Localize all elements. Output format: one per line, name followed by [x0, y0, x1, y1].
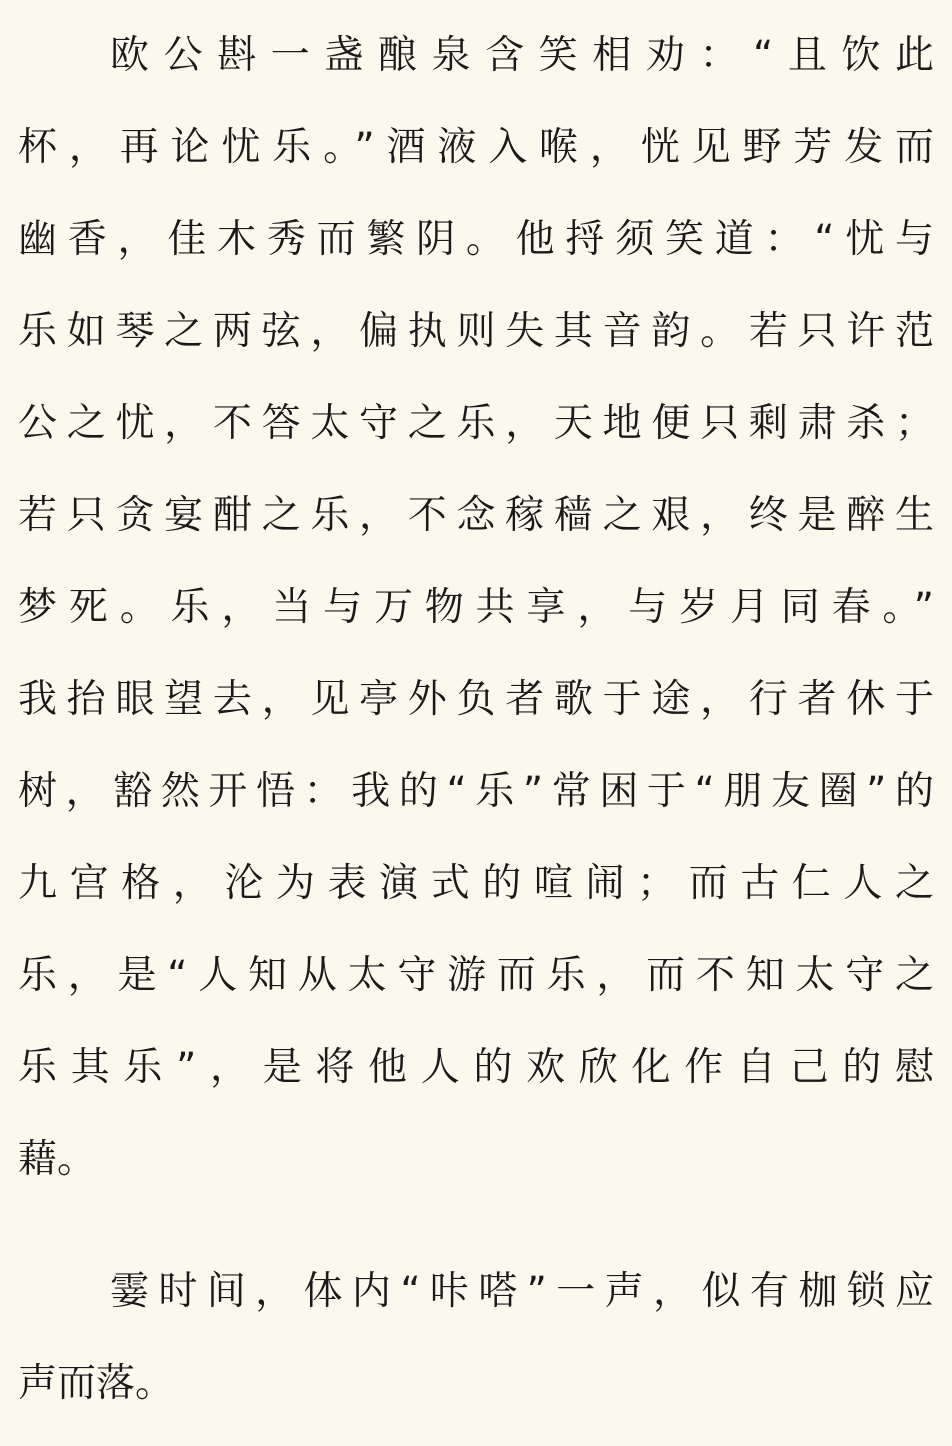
article-body — [18, 10, 934, 1430]
text-line-last: 声而落。 — [18, 1361, 175, 1406]
text-line: 霎时间，体内“咔嗒”一声，似有枷锁应 — [110, 1269, 934, 1314]
text-line: 九宫格，沦为表演式的喧闹；而古仁人之 — [18, 861, 934, 906]
text-line: 欧公斟一盏酿泉含笑相劝：“且饮此 — [110, 33, 934, 78]
text-line: 乐如琴之两弦，偏执则失其音韵。若只许范 — [18, 309, 934, 354]
text-line: 我抬眼望去，见亭外负者歌于途，行者休于 — [18, 677, 934, 722]
text-line: 乐，是“人知从太守游而乐，而不知太守之 — [18, 953, 934, 998]
text-line: 公之忧，不答太守之乐，天地便只剩肃杀； — [18, 401, 934, 446]
text-line: 乐其乐”，是将他人的欢欣化作自己的慰 — [18, 1045, 934, 1090]
text-line: 树，豁然开悟：我的“乐”常困于“朋友圈”的 — [18, 769, 934, 814]
text-line: 梦死。乐，当与万物共享，与岁月同春。” — [18, 585, 934, 630]
text-line: 幽香，佳木秀而繁阴。他捋须笑道：“忧与 — [18, 217, 934, 262]
text-line: 若只贪宴酣之乐，不念稼穑之艰，终是醉生 — [18, 493, 934, 538]
paragraph-2 — [18, 1246, 934, 1430]
text-line-last: 藉。 — [18, 1137, 97, 1182]
paragraph-1 — [18, 10, 934, 1206]
text-line: 杯，再论忧乐。”酒液入喉，恍见野芳发而 — [18, 125, 934, 170]
